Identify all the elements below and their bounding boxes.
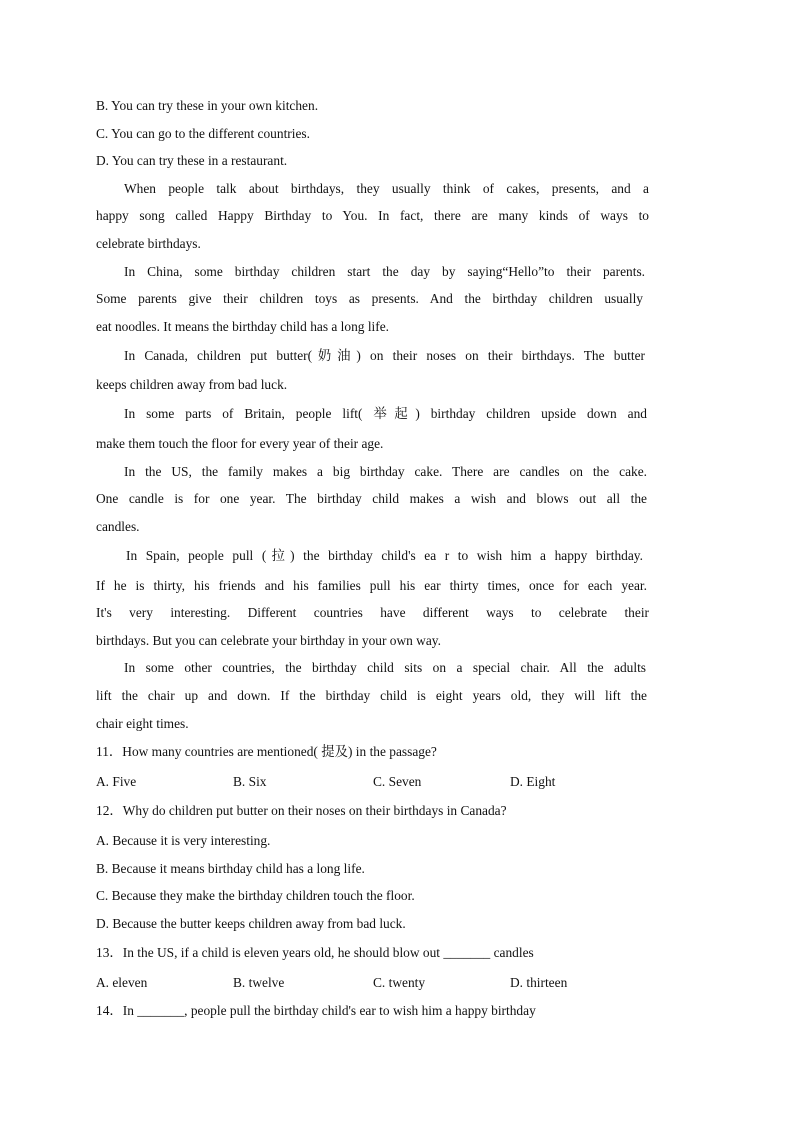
passage-p4-line2: make them touch the floor for every year of their age.: [96, 436, 384, 451]
passage-p7-line1: In some other countries, the birthday child sits on a special chair. All the adults: [124, 660, 646, 675]
question-11-options: [96, 773, 696, 791]
q12-option-b[interactable]: B. Because it means birthday child has a long life.: [96, 861, 365, 876]
passage-p2-line3: eat noodles. It means the birthday child has a long life.: [96, 319, 390, 334]
passage-p6-line4: birthdays. But you can celebrate your birthday in your own way.: [96, 633, 441, 648]
q12-option-d[interactable]: D. Because the butter keeps children away from bad luck.: [96, 916, 406, 931]
q11-option-b[interactable]: B. Six: [233, 774, 267, 789]
q12-option-a[interactable]: A. Because it is very interesting.: [96, 833, 271, 848]
q12-option-c[interactable]: C. Because they make the birthday children touch the floor.: [96, 888, 415, 903]
passage-p2-line2: Some parents give their children toys as presents. And the birthday children usually: [96, 291, 643, 306]
passage-p4-line1: In some parts of Britain, people lift( 举起) birthday children upside down and: [124, 406, 647, 421]
passage-p1-line1: When people talk about birthdays, they usually think of cakes, presents, and a: [124, 181, 649, 196]
passage-p1-line3: celebrate birthdays.: [96, 236, 201, 251]
option-b: B. You can try these in your own kitchen.: [96, 98, 319, 113]
question-12-stem: 12．Why do children put butter on their noses on their birthdays in Canada?: [96, 803, 507, 818]
passage-p6-line2: If he is thirty, his friends and his families pull his ear thirty times, once for each year.: [96, 578, 647, 593]
passage-p3-line2: keeps children away from bad luck.: [96, 377, 288, 392]
q13-option-b[interactable]: B. twelve: [233, 975, 285, 990]
q13-option-a[interactable]: A. eleven: [96, 975, 148, 990]
passage-p6-line3: It's very interesting. Different countries have different ways to celebrate their: [96, 605, 649, 620]
passage-p5-line1: In the US, the family makes a big birthday cake. There are candles on the cake.: [124, 464, 647, 479]
passage-p6-line1: In Spain, people pull (拉) the birthday child's ea r to wish him a happy birthday.: [126, 548, 643, 563]
option-d: D. You can try these in a restaurant.: [96, 153, 288, 168]
q11-option-d[interactable]: D. Eight: [510, 774, 556, 789]
question-13-options: [96, 974, 696, 992]
passage-p7-line2: lift the chair up and down. If the birthday child is eight years old, they will lift the: [96, 688, 647, 703]
question-13-stem: 13．In the US, if a child is eleven years old, he should blow out _______ candles: [96, 945, 534, 960]
q11-option-c[interactable]: C. Seven: [373, 774, 422, 789]
passage-p2-line1: In China, some birthday children start the day by saying“Hello”to their parents.: [124, 264, 645, 279]
q13-option-d[interactable]: D. thirteen: [510, 975, 568, 990]
passage-p3-line1: In Canada, children put butter(奶油) on their noses on their birthdays. The butter: [124, 348, 645, 363]
question-11-stem: 11．How many countries are mentioned( 提及) in the passage?: [96, 744, 437, 759]
q13-option-c[interactable]: C. twenty: [373, 975, 426, 990]
question-14-stem: 14．In _______, people pull the birthday child's ear to wish him a happy birthday: [96, 1003, 536, 1018]
passage-p5-line2: One candle is for one year. The birthday child makes a wish and blows out all the: [96, 491, 647, 506]
passage-p7-line3: chair eight times.: [96, 716, 189, 731]
option-c: C. You can go to the different countries.: [96, 126, 310, 141]
passage-p5-line3: candles.: [96, 519, 140, 534]
passage-p1-line2: happy song called Happy Birthday to You. In fact, there are many kinds of ways to: [96, 208, 649, 223]
q11-option-a[interactable]: A. Five: [96, 774, 137, 789]
